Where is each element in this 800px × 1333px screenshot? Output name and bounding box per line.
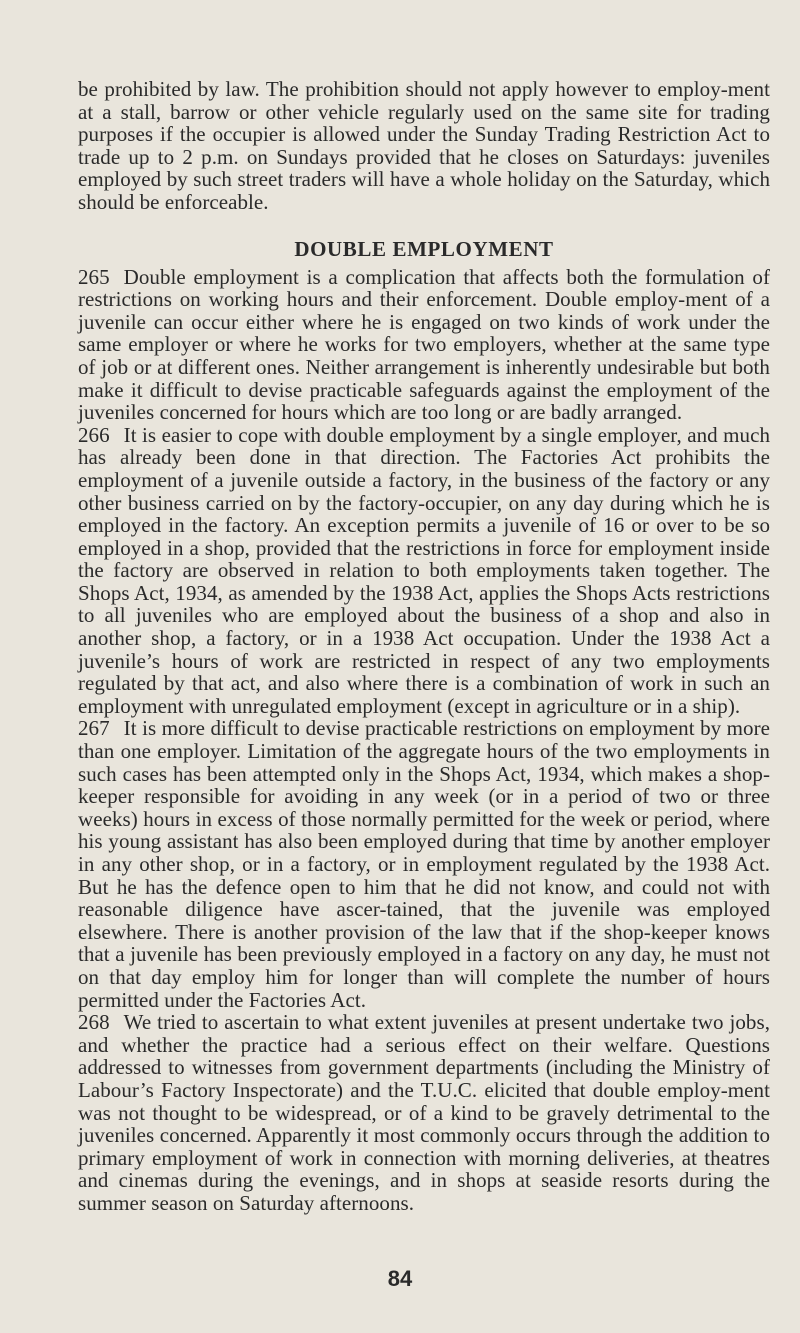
- paragraph-text: It is easier to cope with double employment by a single employer, and much has already been done in that direction. The Factories Act prohibits the employment of a juvenile outside a factory, in the business of the factory or any other business carried on by the factory-occupier, on any day during which he is employed in the factory. An exception permits a juvenile of 16 or over to be so employed in a shop, provided that the restrictions in force for employment inside the factory are observed in relation to both employments taken together. The Shops Act, 1934, as amended by the 1938 Act, applies the Shops Acts restrictions to all juveniles who are employed about the business of a shop and also in another shop, a factory, or in a 1938 Act occupation. Under the 1938 Act a juvenile’s hours of work are restricted in respect of any two employments regulated by that act, and also where there is a combination of work in such an employment with unregulated employment (except in agriculture or in a ship).: [78, 422, 770, 718]
- page-number: 84: [387, 1266, 413, 1291]
- paragraph-267: [78, 717, 770, 1011]
- paragraph-number: 266: [78, 422, 110, 447]
- paragraph-266: [78, 424, 770, 718]
- paragraph-number: 267: [78, 716, 110, 741]
- intro-paragraph: be prohibited by law. The prohibition should not apply however to employ-ment at a stall, barrow or other vehicle regularly used on the same site for trading purposes if the occupier is allowed under the Sunday Trading Restriction Act to trade up to 2 p.m. on Sundays provided that he closes on Saturdays: juveniles employed by such street traders will have a whole holiday on the Saturday, which should be enforceable.: [78, 77, 770, 214]
- paragraph-268: [78, 1011, 770, 1214]
- paragraph-text: Double employment is a complication that affects both the formulation of restrictions on working hours and their enforcement. Double employ-ment of a juvenile can occur either where he is engaged on two kinds of work under the same employer or where he works for two employers, whether at the same type of job or at different ones. Neither arrangement is inherently undesirable but both make it difficult to devise practicable safeguards against the employment of the juveniles concerned for hours which are too long or are badly arranged.: [78, 264, 770, 425]
- paragraph-265: [78, 266, 770, 424]
- paragraph-number: 268: [78, 1010, 110, 1035]
- paragraph-text: It is more difficult to devise practicable restrictions on employment by more than one employer. Limitation of the aggregate hours of the two employments in such cases has been attempted only in the Shops Act, 1934, which makes a shop-keeper responsible for avoiding in any week (or in a period of two or three weeks) hours in excess of those normally permitted for the week or period, where his young assistant has also been employed during that time by another employer in any other shop, or in a factory, or in employment regulated by the 1938 Act. But he has the defence open to him that he did not know, and could not with reasonable diligence have ascer-tained, that the juvenile was employed elsewhere. There is another provision of the law that if the shop-keeper knows that a juvenile has been previously employed in a factory on any day, he must not on that day employ him for longer than will complete the number of hours permitted under the Factories Act.: [78, 716, 770, 1012]
- paragraph-number: 265: [78, 264, 110, 289]
- section-heading: DOUBLE EMPLOYMENT: [294, 236, 554, 261]
- paragraph-text: We tried to ascertain to what extent juveniles at present undertake two jobs, and whether the practice had a serious effect on their welfare. Questions addressed to witnesses from government departments (including the Ministry of Labour’s Factory Inspectorate) and the T.U.C. elicited that double employ-ment was not thought to be widespread, or of a kind to be gravely detrimental to the juveniles concerned. Apparently it most commonly occurs through the addition to primary employment of work in connection with morning deliveries, at theatres and cinemas during the evenings, and in shops at seaside resorts during the summer season on Saturday afternoons.: [78, 1010, 770, 1215]
